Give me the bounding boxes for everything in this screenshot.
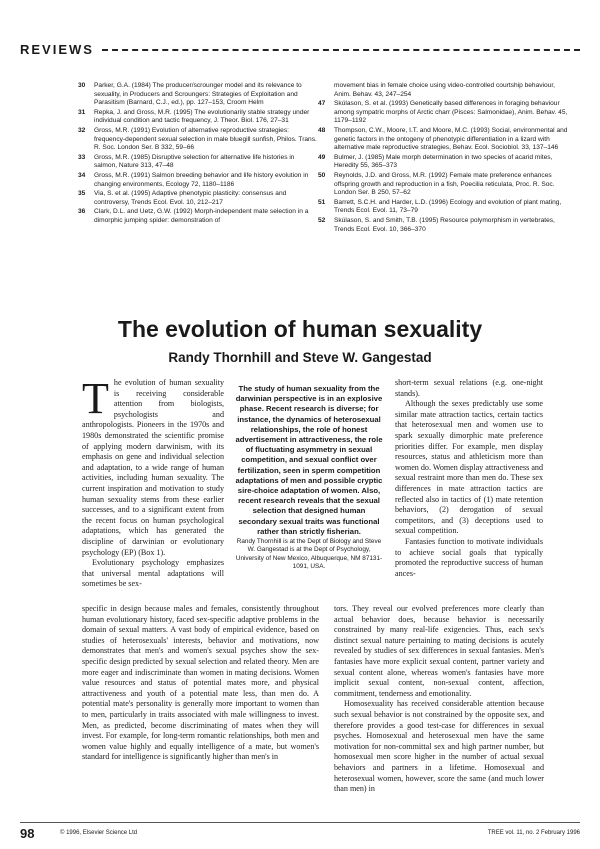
body-paragraph: Evolutionary psychology emphasizes that universal mental adaptations will sometimes be sex- [82, 558, 224, 589]
article-title: The evolution of human sexuality [117, 316, 483, 342]
reference-text: Barrett, S.C.H. and Harder, L.D. (1996) Ecology and evolution of plant mating, Trends Ecol. Evol. 11, 73–79 [334, 198, 562, 215]
reference-text: Parker, G.A. (1984) The producer/scrounger model and its relevance to sexuality, in Producers and Scroungers: Strategies of Exploitation and Parasitism (Barnard, C.J., ed.), pp. 127–153, Croom Helm [94, 82, 302, 107]
reference-number: 50 [318, 171, 326, 179]
reference-number: 51 [318, 198, 326, 206]
reference-text: Gross, M.R. (1991) Salmon breeding behavior and life history evolution in changing environments, Ecology 72, 1180–1186 [94, 171, 309, 188]
reference-number: 52 [318, 216, 326, 224]
reference-text: Gross, M.R. (1985) Disruptive selection for alternative life histories in salmon, Nature 313, 47–48 [94, 153, 295, 170]
journal-citation: TREE vol. 11, no. 2 February 1996 [487, 830, 580, 836]
reference-item [78, 127, 318, 153]
author-address: Randy Thornhill is at the Dept of Biology and Steve W. Gangestad is at the Dept of Psychology, University of New Mexico, Albuquerque, NM 87131-1091, USA. [235, 538, 383, 571]
reference-text: Clark, D.L. and Uetz, G.W. (1992) Morph-independent mate selection in a dimorphic jumping spider: demonstration of [94, 208, 309, 224]
reference-text: Gross, M.R. (1991) Evolution of alternative reproductive strategies: frequency-dependent sexual selection in male bluegill sunfish, Philos. Trans. R. Soc. London Ser. B 332, 59–66 [94, 126, 317, 152]
body-paragraph: Although the sexes predictably use some similar mate attraction tactics, certain tactics that heterosexual men and women use to spark sexually dimorphic mate preference priorities differ. For example, men display resources, status and athleticism more than women do. Women display attractiveness and sexual restraint more than men do. These sex differences in mate attraction tactics are reflected also in tactics of (1) mate retention behaviors, (2) derogation of sexual competitors, and (3) deceptions used to sexual competition. [395, 399, 543, 536]
body-column-bottom-right [334, 604, 544, 795]
reference-number [318, 82, 334, 99]
reference-text: Via, S. et al. (1995) Adaptive phenotypic plasticity: consensus and controversy, Trends Ecol. Evol. 10, 212–217 [94, 190, 287, 206]
reference-item [318, 217, 568, 234]
article-abstract: The study of human sexuality from the darwinian perspective is in an explosive phase. Recent research is diverse; for instance, the dynamics of heterosexual relationships, the role of honest advertisement in attractiveness, the role of fluctuating asymmetry in sexual competition, and sexual conflict over fertilization, seen in sperm competition adaptations of men and possible cryptic sire-choice adaptation of women. Also, recent research reveals that the sexual selection that designed human secondary sexual traits was functional rather than strictly fisherian. [235, 384, 383, 536]
reference-number: 30 [78, 82, 86, 89]
body-paragraph: tors. They reveal our evolved preferences more clearly than actual behavior does, because behavior is necessarily constrained by many real-life exigencies. Thus, each sex's distinct sexual nature pertaining to mating decisions is acutely revealed by studies of sex differences in sexual fantasies. Men's fantasies have more explicit sexual content, partner variety and sexual content alone, whereas women's fantasies have more implicit sexual content, non-sexual content, affection, commitment, tenderness and emotionality. [334, 604, 544, 698]
reference-item [318, 199, 568, 216]
intro-paragraph [82, 374, 224, 558]
reference-item [78, 109, 318, 126]
references-right-column [318, 82, 568, 235]
reference-text: Thompson, C.W., Moore, I.T. and Moore, M.C. (1993) Social, environmental and genetic factors in the ontogeny of phenotypic differentiation in a lizard with alternative male reproductive strategies, Behav. Ecol. Sociobiol. 33, 137–146 [334, 126, 568, 152]
reference-text: movement bias in female choice using video-controlled courtship behaviour, Anim. Behav. 43, 247–254 [334, 82, 556, 98]
body-column-bottom-left [82, 604, 319, 763]
reference-item [78, 154, 318, 171]
section-header [20, 42, 580, 56]
reference-item [318, 172, 568, 198]
page-number: 98 [20, 826, 35, 841]
article-authors: Randy Thornhill and Steve W. Gangestad [168, 350, 432, 365]
reference-number: 31 [78, 108, 86, 116]
reference-item [318, 127, 568, 153]
body-column-left [82, 374, 224, 590]
reference-text: Skúlason, S. et al. (1993) Genetically based differences in foraging behaviour among sympatric morphs of Arctic charr (Pisces: Salmonidae), Anim. Behav. 45, 1179–1192 [334, 100, 568, 125]
reference-item [78, 172, 318, 189]
reference-number: 36 [78, 208, 86, 216]
reference-text: Bulmer, J. (1985) Male morph determination in two species of acarid mites, Heredity 55, 365–373 [334, 153, 553, 170]
body-paragraph: Homosexuality has received considerable attention because such sexual behavior is not constrained by the opposite sex, and therefore provides a good test-case for differences in sexual psyches. Homosexual and heterosexual men have the same motivation for non-committal sex and high partner number, but homosexual men score higher in the number of actual sexual behaviors and partners in a lifetime. Homosexual and heterosexual women, however, score the same (and much lower than men) in [334, 699, 544, 794]
reference-number: 47 [318, 100, 326, 108]
reference-text: Repka, J. and Gross, M.R. (1995) The evolutionarily stable strategy under individual condition and tactic frequency, J. Theor. Biol. 176, 27–31 [94, 108, 310, 125]
body-column-right [395, 378, 543, 579]
header-dashed-rule [102, 49, 580, 51]
reference-number: 49 [318, 153, 326, 161]
drop-cap: T [82, 374, 109, 423]
intro-text: he evolution of human sexuality is receiving considerable attention from biologists, psychologists and anthropologists. Pioneers in the 1970s and 1980s demonstrated the scientific promise of applying modern darwinism, with its emphasis on gene and individual selection and adaptation, to a wide range of human activities, including human sexuality. The current inspiration and motivation to study human sexuality stems from these earlier successes, and to a significant extent from the recent focus on human psychological adaptations, which has generated the discipline of darwinian or evolutionary psychology (EP) (Box 1). [82, 378, 224, 557]
reference-item [78, 190, 318, 207]
reference-number: 32 [78, 126, 86, 134]
copyright-notice: © 1996, Elsevier Science Ltd [60, 830, 138, 836]
reference-item [318, 154, 568, 171]
reference-text: Reynolds, J.D. and Gross, M.R. (1992) Female mate preference enhances offspring growth and reproduction in a fish, Poecilia reticulata, Proc. R. Soc. London Ser. B 250, 57–62 [334, 171, 555, 197]
body-paragraph: Fantasies function to motivate individuals to achieve social goals that typically promoted the reproductive success of human ances- [395, 536, 543, 578]
reference-item [78, 208, 318, 225]
body-paragraph: specific in design because males and females, consistently throughout human evolutionary history, faced sex-specific adaptive problems in the domain of sexual matters. A vast body of empirical evidence, based on studies of heterosexuals' interests, behavior and motivations, now demonstrates that men's and women's sexual psyches show the sex-specific design predicted by sexual selection and related theory. Men are more eager and indiscriminate than women in mating decisions. Women value resources and status of potential mates more, and physical attractiveness and youth of a potential mate less, than men do. A potential mate's personality is generally more important to women than to men, particularly in traits associated with male willingness to invest. Men, as predicted, become discriminating of mates when they will invest. For example, for long-term romantic relationships, both men and women value highly and equally intelligence of a mate, but women's standard for intelligence is significantly higher than men's in [82, 604, 319, 762]
body-paragraph: short-term sexual relations (e.g. one-night stands). [395, 378, 543, 398]
reference-text: Skúlason, S. and Smith, T.B. (1995) Resource polymorphism in vertebrates, Trends Ecol. Evol. 10, 366–370 [334, 216, 555, 233]
reference-number: 35 [78, 190, 86, 198]
section-label: REVIEWS [20, 42, 94, 57]
footer-rule [20, 822, 580, 823]
reference-item [78, 82, 318, 108]
reference-number: 48 [318, 126, 326, 134]
reference-number: 34 [78, 171, 86, 179]
reference-item [318, 100, 568, 126]
references-left-column [78, 82, 318, 227]
reference-number: 33 [78, 153, 86, 161]
reference-item [318, 82, 568, 99]
